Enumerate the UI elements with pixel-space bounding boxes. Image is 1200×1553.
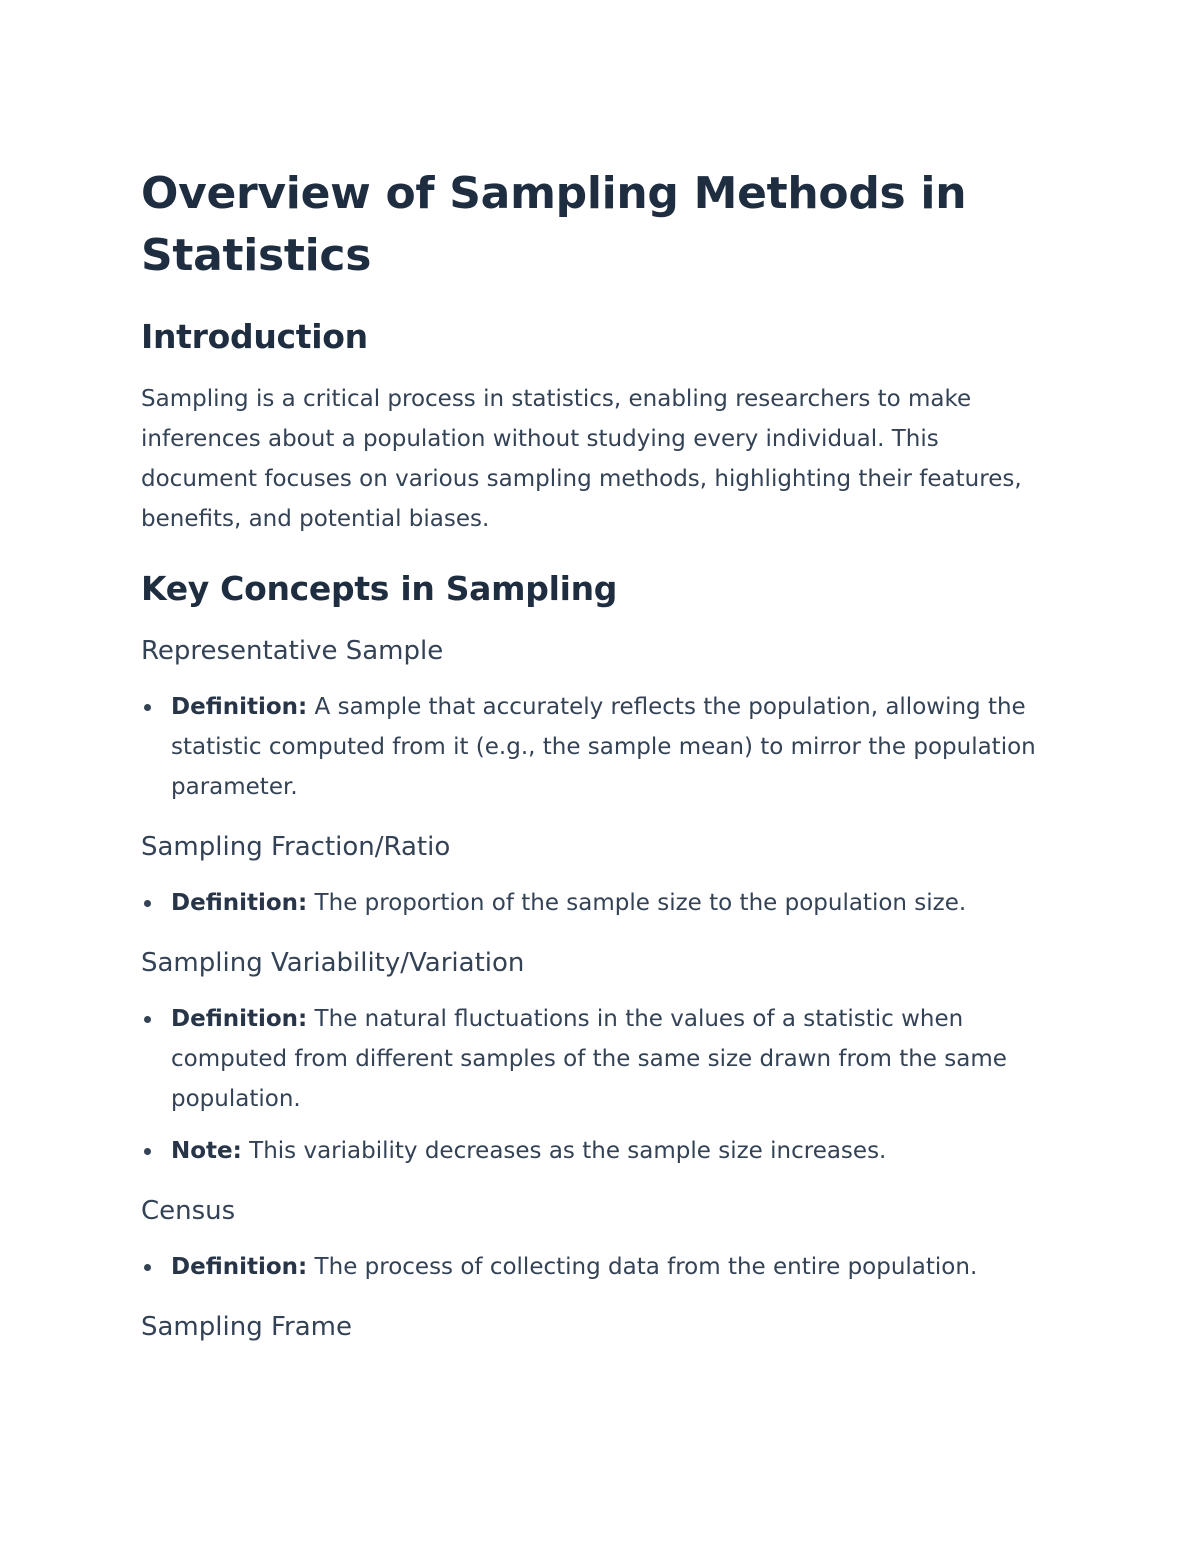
subheading-sampling-variability: Sampling Variability/Variation — [141, 948, 525, 978]
bullet-text: The process of collecting data from the entire population. — [307, 1254, 978, 1280]
introduction-paragraph: Sampling is a critical process in statistics, enabling researchers to make inferences about a population without studying every individual. This document focuses on various sampling methods, highlighting their features, benefits, and potential biases. — [141, 386, 1022, 532]
bullet-term: Note: — [171, 1138, 242, 1164]
bullet-term: Definition: — [171, 694, 308, 720]
list-item — [141, 883, 1041, 923]
document-content — [141, 163, 1041, 1345]
bullet-dot-icon — [144, 704, 151, 711]
document-title: Overview of Sampling Methods in Statistics — [141, 168, 967, 281]
bullet-dot-icon — [144, 1148, 151, 1155]
subheading-sampling-frame: Sampling Frame — [141, 1312, 352, 1342]
section-heading-key-concepts: Key Concepts in Sampling — [141, 569, 618, 608]
bullet-list — [141, 687, 1041, 807]
bullet-term: Definition: — [171, 890, 308, 916]
bullet-term: Definition: — [171, 1254, 308, 1280]
bullet-text: This variability decreases as the sample size increases. — [241, 1138, 887, 1164]
bullet-dot-icon — [144, 900, 151, 907]
bullet-dot-icon — [144, 1016, 151, 1023]
list-item — [141, 999, 1041, 1119]
subheading-census: Census — [141, 1196, 236, 1226]
subheading-representative-sample: Representative Sample — [141, 636, 444, 666]
bullet-list — [141, 883, 1041, 923]
list-item — [141, 1247, 1041, 1287]
bullet-term: Definition: — [171, 1006, 308, 1032]
section-heading-introduction: Introduction — [141, 317, 368, 356]
bullet-list — [141, 1247, 1041, 1287]
list-item — [141, 687, 1041, 807]
bullet-list — [141, 999, 1041, 1171]
subheading-sampling-fraction: Sampling Fraction/Ratio — [141, 832, 451, 862]
bullet-text: A sample that accurately reflects the population, allowing the statistic computed from it (e.g., the sample mean) to mirror the population parameter. — [171, 694, 1036, 800]
list-item — [141, 1131, 1041, 1171]
bullet-text: The natural fluctuations in the values of a statistic when computed from different samples of the same size drawn from the same population. — [171, 1006, 1007, 1112]
bullet-text: The proportion of the sample size to the population size. — [307, 890, 967, 916]
bullet-dot-icon — [144, 1264, 151, 1271]
